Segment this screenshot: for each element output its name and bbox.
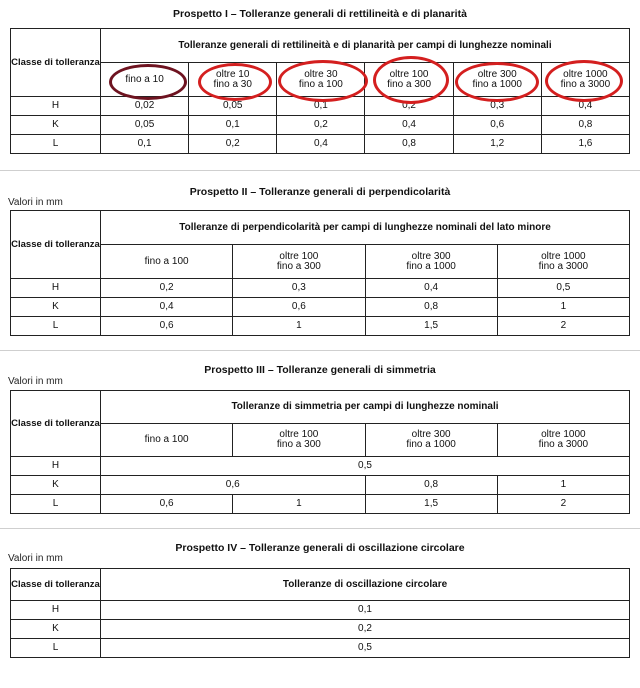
range-header: fino a 100	[101, 424, 233, 457]
value-cell: 0,2	[277, 116, 365, 135]
value-cell: 2	[497, 317, 629, 336]
range-header: oltre 300 fino a 1000	[365, 424, 497, 457]
prospetto-2-title: Prospetto II – Tolleranze generali di perpendicolarità	[189, 186, 451, 198]
range-header: oltre 300 fino a 1000	[453, 63, 541, 97]
class-label: K	[11, 476, 101, 495]
value-cell: 1	[497, 476, 629, 495]
range-header: oltre 1000 fino a 3000	[497, 245, 629, 279]
value-cell: 0,1	[189, 116, 277, 135]
group-header: Tolleranze di oscillazione circolare	[101, 569, 630, 601]
value-cell: 0,4	[365, 279, 497, 298]
class-header: Classe di tolleranza	[11, 391, 101, 457]
range-header: oltre 30 fino a 100	[277, 63, 365, 97]
class-header: Classe di tolleranza	[11, 29, 101, 97]
separator-line	[0, 350, 640, 351]
value-cell: 0,02	[101, 97, 189, 116]
value-cell: 0,2	[101, 279, 233, 298]
class-label: H	[11, 97, 101, 116]
value-cell: 0,4	[101, 298, 233, 317]
value-cell: 0,3	[233, 279, 365, 298]
class-label: L	[11, 495, 101, 514]
value-cell: 2	[497, 495, 629, 514]
range-header: oltre 1000 fino a 3000	[497, 424, 629, 457]
range-header: oltre 100 fino a 300	[233, 424, 365, 457]
value-cell: 0,05	[189, 97, 277, 116]
class-label: H	[11, 279, 101, 298]
value-cell: 1	[233, 317, 365, 336]
value-cell: 0,05	[101, 116, 189, 135]
unit-label: Valori in mm	[8, 376, 63, 387]
value-cell: 0,4	[541, 97, 629, 116]
class-label: K	[11, 116, 101, 135]
value-cell: 0,8	[365, 298, 497, 317]
group-header: Tolleranze di simmetria per campi di lunghezze nominali	[101, 391, 630, 424]
value-cell: 0,8	[365, 476, 497, 495]
range-header: oltre 300 fino a 1000	[365, 245, 497, 279]
prospetto-3-table	[10, 390, 630, 514]
value-cell: 0,2	[189, 135, 277, 154]
class-label: H	[11, 457, 101, 476]
range-header: oltre 10 fino a 30	[189, 63, 277, 97]
group-header: Tolleranze generali di rettilineità e di planarità per campi di lunghezze nominali	[101, 29, 630, 63]
value-cell: 0,6	[101, 495, 233, 514]
class-header: Classe di tolleranza	[11, 569, 101, 601]
prospetto-3-title: Prospetto III – Tolleranze generali di simmetria	[204, 364, 436, 376]
prospetto-2-table	[10, 210, 630, 336]
class-label: H	[11, 601, 101, 620]
value-cell: 0,8	[541, 116, 629, 135]
prospetto-1-title: Prospetto I – Tolleranze generali di rettilineità e di planarità	[173, 8, 467, 20]
value-cell: 0,5	[101, 457, 630, 476]
unit-label: Valori in mm	[8, 553, 63, 564]
value-cell: 1	[233, 495, 365, 514]
value-cell: 0,1	[277, 97, 365, 116]
value-cell: 1,6	[541, 135, 629, 154]
range-header: fino a 100	[101, 245, 233, 279]
value-cell: 0,6	[101, 476, 366, 495]
value-cell: 1,5	[365, 317, 497, 336]
value-cell: 0,5	[497, 279, 629, 298]
class-label: K	[11, 620, 101, 639]
prospetto-1-table	[10, 28, 630, 154]
value-cell: 0,2	[101, 620, 630, 639]
prospetto-4-table	[10, 568, 630, 658]
class-label: L	[11, 317, 101, 336]
value-cell: 1,5	[365, 495, 497, 514]
value-cell: 0,6	[233, 298, 365, 317]
value-cell: 0,4	[365, 116, 453, 135]
value-cell: 0,8	[365, 135, 453, 154]
value-cell: 0,1	[101, 135, 189, 154]
prospetto-4-title: Prospetto IV – Tolleranze generali di oscillazione circolare	[175, 542, 465, 554]
unit-label: Valori in mm	[8, 197, 63, 208]
range-header: fino a 10	[101, 63, 189, 97]
range-header: oltre 100 fino a 300	[233, 245, 365, 279]
value-cell: 0,5	[101, 639, 630, 658]
separator-line	[0, 170, 640, 171]
value-cell: 0,6	[101, 317, 233, 336]
value-cell: 1,2	[453, 135, 541, 154]
class-header: Classe di tolleranza	[11, 211, 101, 279]
class-label: K	[11, 298, 101, 317]
value-cell: 0,3	[453, 97, 541, 116]
separator-line	[0, 528, 640, 529]
range-header: oltre 1000 fino a 3000	[541, 63, 629, 97]
group-header: Tolleranze di perpendicolarità per campi di lunghezze nominali del lato minore	[101, 211, 630, 245]
value-cell: 1	[497, 298, 629, 317]
value-cell: 0,1	[101, 601, 630, 620]
value-cell: 0,2	[365, 97, 453, 116]
class-label: L	[11, 639, 101, 658]
range-header: oltre 100 fino a 300	[365, 63, 453, 97]
value-cell: 0,4	[277, 135, 365, 154]
class-label: L	[11, 135, 101, 154]
value-cell: 0,6	[453, 116, 541, 135]
